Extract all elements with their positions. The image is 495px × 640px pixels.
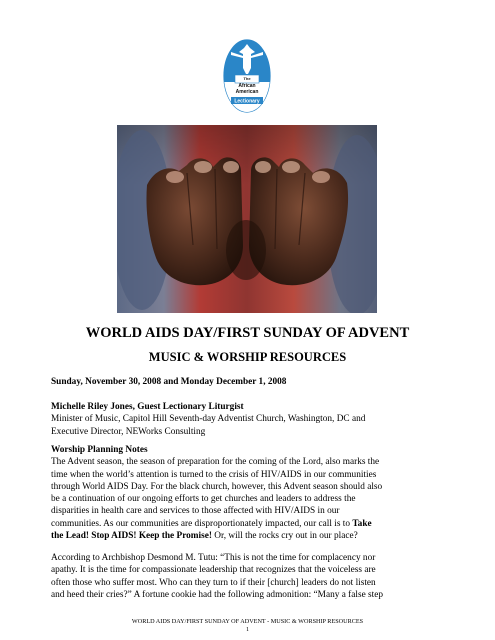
document-title: WORLD AIDS DAY/FIRST SUNDAY OF ADVENT	[85, 325, 410, 341]
notes-line: The Advent season, the season of preparation for the coming of the Lord, also marks the	[51, 457, 380, 468]
notes-line: through World AIDS Day. For the black church, however, this Advent season should also	[51, 481, 383, 492]
quote-line: apathy. It is the time for compassionate leadership that recognizes that the voiceless are	[51, 565, 376, 576]
worship-planning-notes	[51, 444, 451, 542]
notes-line-text: Or, will the rocks cry out in our place?	[211, 531, 358, 542]
logo-text-african: African	[238, 83, 256, 89]
service-date: Sunday, November 30, 2008 and Monday December 1, 2008	[51, 377, 287, 387]
african-american-lectionary-logo	[221, 38, 273, 114]
logo-text-american: American	[235, 89, 259, 95]
notes-emphasis-take: Take	[352, 518, 372, 529]
cupped-hands-photo	[117, 125, 377, 313]
logo-text-lectionary: Lectionary	[234, 98, 260, 105]
cupped-hands-illustration	[117, 125, 377, 313]
notes-line-with-emphasis	[51, 530, 451, 542]
footer-text: WORLD AIDS DAY/FIRST SUNDAY OF ADVENT - MUSIC & WORSHIP RESOURCES	[131, 618, 364, 625]
author-role-line-2: Executive Director, NEWorks Consulting	[51, 426, 206, 437]
tutu-quote-paragraph	[51, 552, 451, 601]
author-role-line-1: Minister of Music, Capitol Hill Seventh-day Adventist Church, Washington, DC and	[51, 414, 366, 425]
notes-emphasis-slogan: the Lead! Stop AIDS! Keep the Promise!	[51, 531, 212, 542]
notes-line: disparities in health care and services to those affected with HIV/AIDS in our	[51, 506, 340, 517]
notes-line: be a continuation of our ongoing efforts to get churches and leaders to address the	[51, 494, 356, 505]
notes-heading: Worship Planning Notes	[51, 445, 148, 455]
notes-line: time when the world’s attention is turned to the crisis of HIV/AIDS in our communities	[51, 469, 377, 480]
document-subtitle: MUSIC & WORSHIP RESOURCES	[148, 350, 347, 364]
notes-line-text: communities. As our communities are disproportionately impacted, our call is to	[51, 518, 353, 529]
author-block	[51, 401, 451, 438]
author-name: Michelle Riley Jones, Guest Lectionary Liturgist	[51, 402, 244, 412]
page-number: 1	[245, 625, 250, 633]
notes-line-with-emphasis	[51, 518, 451, 530]
page-footer	[0, 618, 495, 633]
quote-line: often those who suffer most. Who can they turn to if their [church] leaders do not listen	[51, 577, 376, 588]
quote-line: According to Archbishop Desmond M. Tutu: “This is not the time for complacency nor	[51, 553, 376, 563]
quote-line: and heed their cries?” A fortune cookie had the following admonition: “Many a false step	[51, 589, 384, 600]
logo-text-the: The	[243, 76, 251, 81]
